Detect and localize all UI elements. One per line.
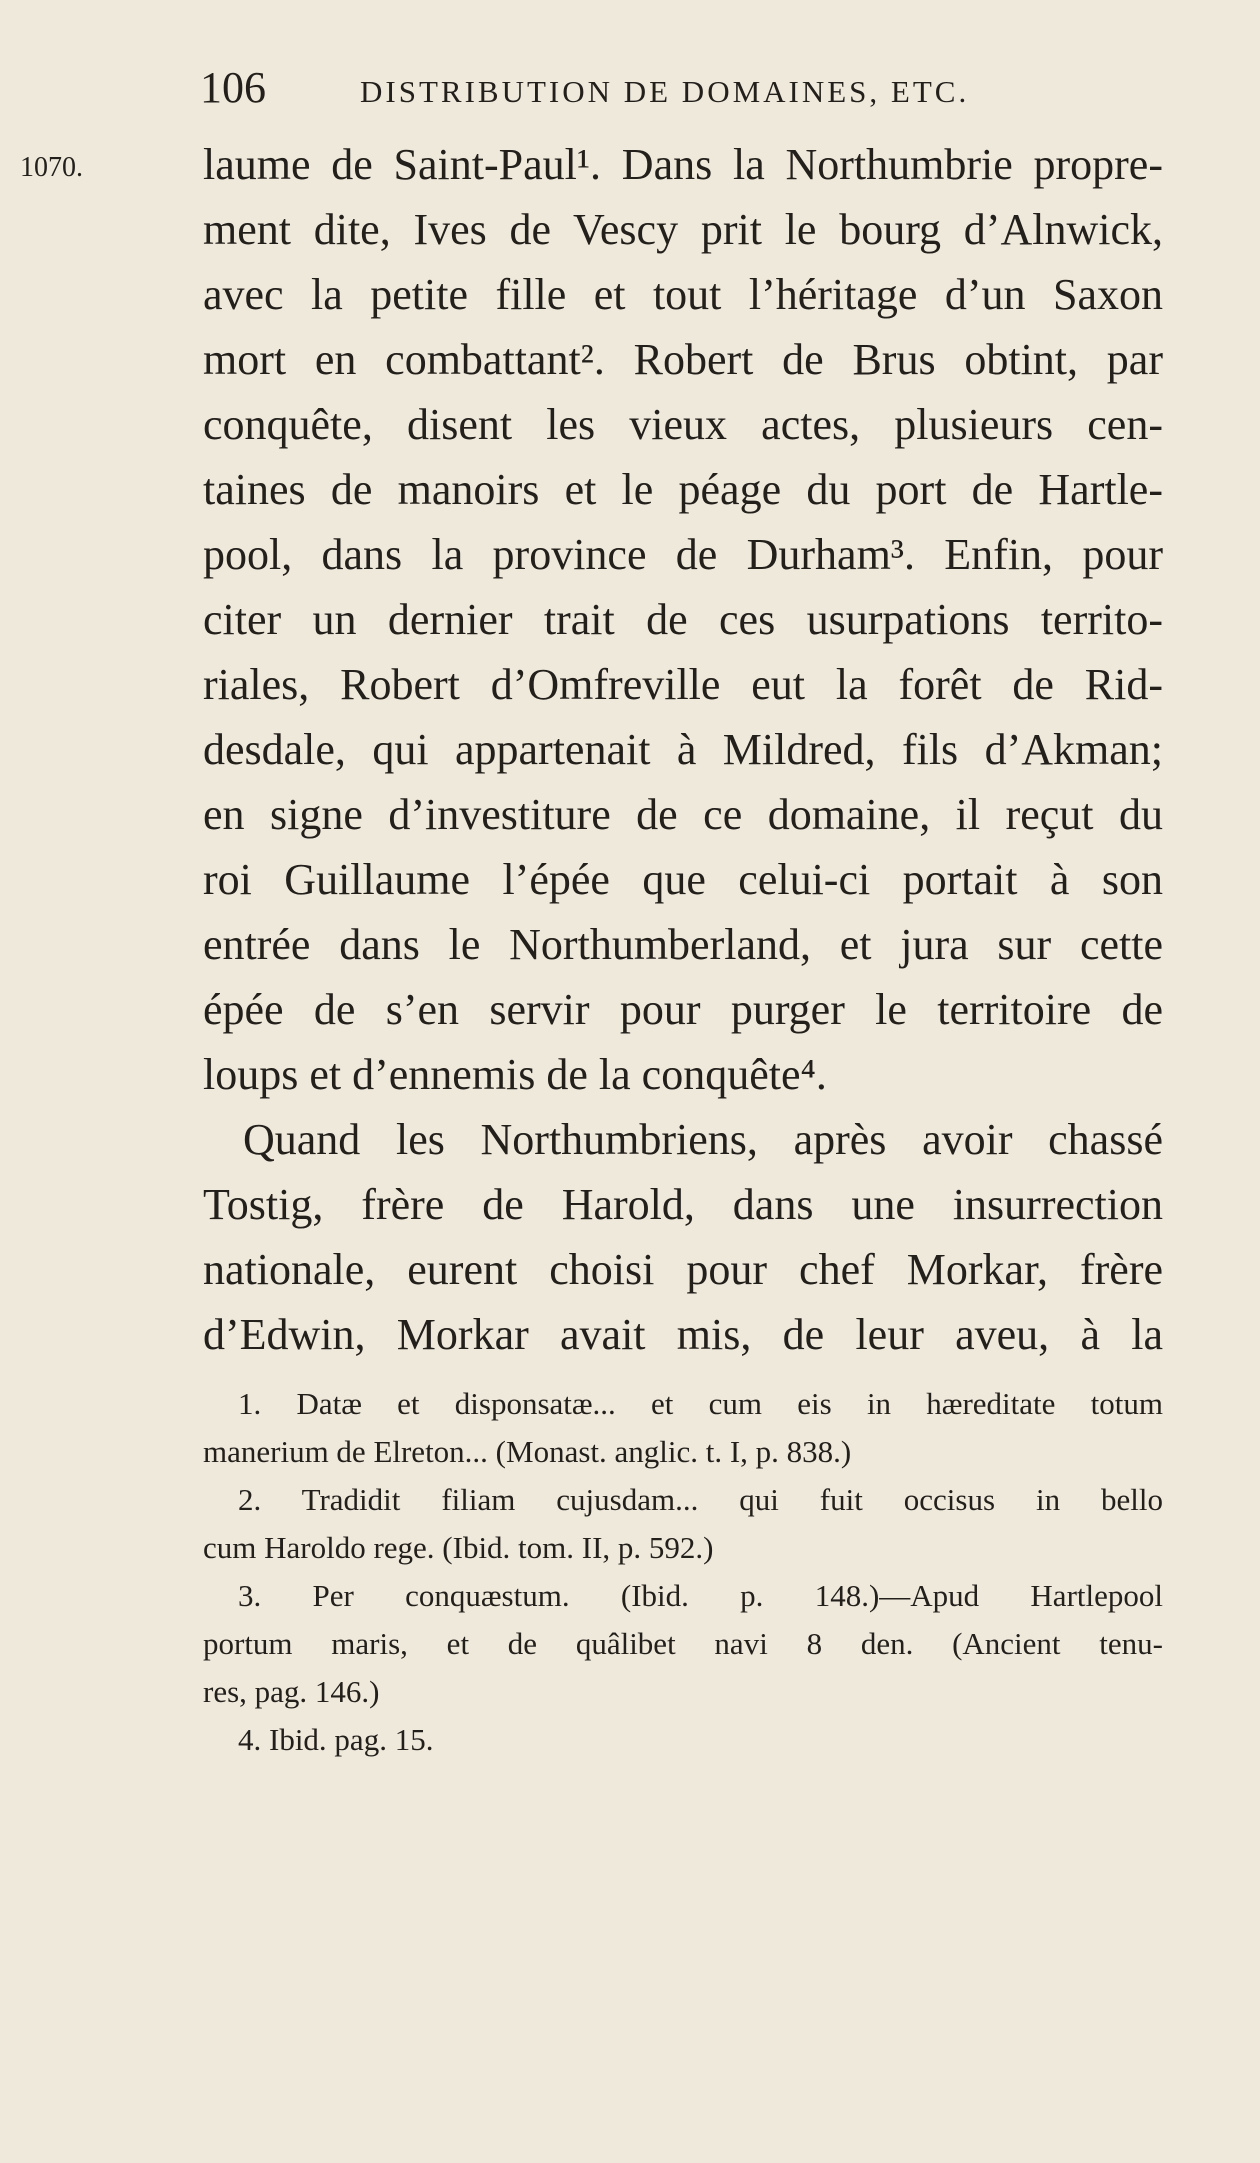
text-line: pool, dans la province de Durham³. Enfin, pour (203, 530, 1163, 579)
text-line: en signe d’investiture de ce domaine, il reçut du (203, 790, 1163, 839)
running-title: DISTRIBUTION DE DOMAINES, ETC. (360, 74, 970, 109)
text-line: laume de Saint-Paul¹. Dans la Northumbrie propre- (203, 140, 1163, 189)
text-line: nationale, eurent choisi pour chef Morkar, frère (203, 1245, 1163, 1294)
footnote-line: 3. Per conquæstum. (Ibid. p. 148.)—Apud Hartlepool (238, 1578, 1163, 1613)
text-line: avec la petite fille et tout l’héritage d’un Saxon (203, 270, 1163, 319)
footnote-line: portum maris, et de quâlibet navi 8 den. (Ancient tenu- (203, 1626, 1163, 1661)
text-line: desdale, qui appartenait à Mildred, fils d’Akman; (203, 725, 1163, 774)
text-line: loups et d’ennemis de la conquête⁴. (203, 1050, 827, 1099)
text-line: riales, Robert d’Omfreville eut la forêt de Rid- (203, 660, 1163, 709)
text-line: conquête, disent les vieux actes, plusieurs cen- (203, 400, 1163, 449)
text-line: Quand les Northumbriens, après avoir chassé (243, 1115, 1163, 1164)
text-line: citer un dernier trait de ces usurpations territo- (203, 595, 1163, 644)
footnote-line: manerium de Elreton... (Monast. anglic. t. I, p. 838.) (203, 1434, 852, 1469)
page-header (200, 62, 1160, 122)
footnote-line: cum Haroldo rege. (Ibid. tom. II, p. 592.) (203, 1530, 714, 1565)
footnote-line: 4. Ibid. pag. 15. (238, 1722, 434, 1757)
text-line: ment dite, Ives de Vescy prit le bourg d’Alnwick, (203, 205, 1163, 254)
text-line: entrée dans le Northumberland, et jura sur cette (203, 920, 1163, 969)
text-line: mort en combattant². Robert de Brus obtint, par (203, 335, 1163, 384)
text-line: épée de s’en servir pour purger le territoire de (203, 985, 1163, 1034)
page-number: 106 (200, 63, 266, 112)
footnote-line: res, pag. 146.) (203, 1674, 380, 1709)
footnote-line: 1. Datæ et disponsatæ... et cum eis in hæreditate totum (238, 1386, 1163, 1421)
text-line: taines de manoirs et le péage du port de Hartle- (203, 465, 1163, 514)
margin-year: 1070. (20, 152, 83, 183)
footnote-line: 2. Tradidit filiam cujusdam... qui fuit occisus in bello (238, 1482, 1163, 1517)
text-line: roi Guillaume l’épée que celui-ci portait à son (203, 855, 1163, 904)
text-line: Tostig, frère de Harold, dans une insurrection (203, 1180, 1163, 1229)
text-line: d’Edwin, Morkar avait mis, de leur aveu, à la (203, 1310, 1163, 1359)
body-text (203, 132, 1163, 1367)
footnotes (203, 1380, 1163, 1764)
